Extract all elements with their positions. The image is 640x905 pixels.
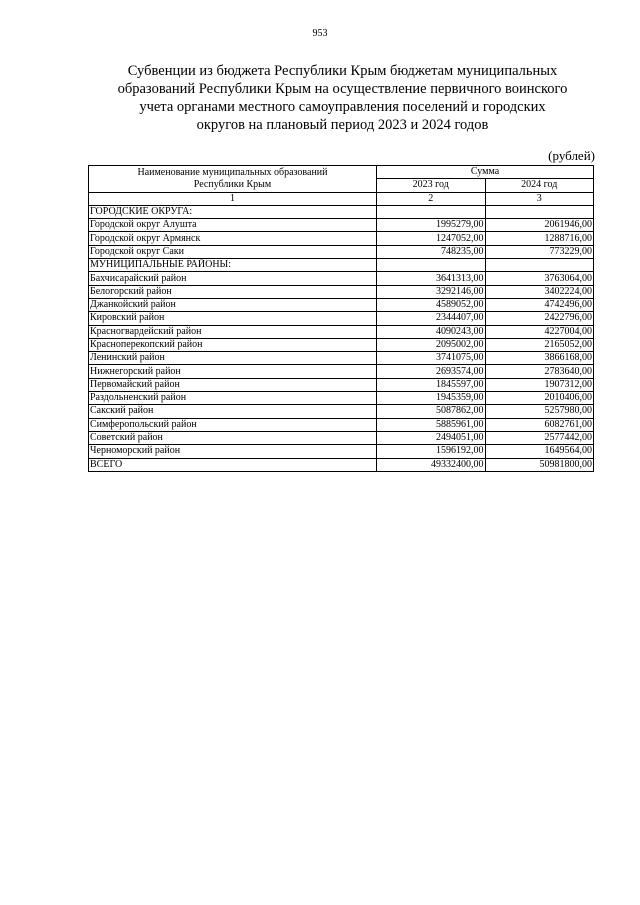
row-value-2023: 4090243,00 — [377, 325, 486, 338]
table-header-row — [89, 166, 594, 179]
row-value-2023: 5885961,00 — [377, 418, 486, 431]
row-name: Красногвардейский район — [89, 325, 377, 338]
row-value-2024: 2422796,00 — [485, 312, 594, 325]
title-line: округов на плановый период 2023 и 2024 годов — [196, 117, 489, 133]
row-value-2023: 748235,00 — [377, 245, 486, 258]
row-value-2024: 2010406,00 — [485, 392, 594, 405]
row-value-2023: 4589052,00 — [377, 298, 486, 311]
table-row — [89, 405, 594, 418]
table-column-numbers-row — [89, 192, 594, 205]
header-name-line1: Наименование муниципальных образований — [137, 166, 328, 178]
row-value-2023 — [377, 205, 486, 218]
total-label: ВСЕГО — [89, 458, 377, 471]
row-value-2024: 1288716,00 — [485, 232, 594, 245]
table-row — [89, 219, 594, 232]
row-name: Сакский район — [89, 405, 377, 418]
row-name: Городской округ Алушта — [89, 219, 377, 232]
header-sum: Сумма — [377, 166, 594, 179]
row-value-2024: 4227004,00 — [485, 325, 594, 338]
row-value-2024: 1649564,00 — [485, 445, 594, 458]
subvention-table — [88, 165, 594, 472]
row-value-2023: 2693574,00 — [377, 365, 486, 378]
title-line: учета органами местного самоуправления поселений и городских — [139, 99, 546, 115]
row-name: Ленинский район — [89, 352, 377, 365]
row-name: Кировский район — [89, 312, 377, 325]
table-row — [89, 325, 594, 338]
header-year-2024: 2024 год — [485, 179, 594, 192]
column-number: 1 — [89, 192, 377, 205]
row-name: Первомайский район — [89, 378, 377, 391]
table-body — [89, 205, 594, 458]
row-name: Нижнегорский район — [89, 365, 377, 378]
row-name: Бахчисарайский район — [89, 272, 377, 285]
row-name: ГОРОДСКИЕ ОКРУГА: — [89, 205, 377, 218]
header-name-line2: Республики Крым — [193, 178, 272, 190]
row-value-2023: 1845597,00 — [377, 378, 486, 391]
table-row — [89, 392, 594, 405]
row-value-2024: 2165052,00 — [485, 338, 594, 351]
total-row — [89, 458, 594, 471]
row-value-2024: 3866168,00 — [485, 352, 594, 365]
title-line: Субвенции из бюджета Республики Крым бюджетам муниципальных — [127, 63, 558, 79]
units-label: (рублей) — [548, 148, 595, 163]
total-2024: 50981800,00 — [485, 458, 594, 471]
row-name: МУНИЦИПАЛЬНЫЕ РАЙОНЫ: — [89, 259, 377, 272]
table-row — [89, 259, 594, 272]
row-name: Черноморский район — [89, 445, 377, 458]
row-value-2024: 3763064,00 — [485, 272, 594, 285]
table-row — [89, 378, 594, 391]
header-name-column — [89, 166, 377, 193]
header-year-2023: 2023 год — [377, 179, 486, 192]
table-row — [89, 245, 594, 258]
row-value-2023: 1247052,00 — [377, 232, 486, 245]
row-value-2024: 3402224,00 — [485, 285, 594, 298]
table-row — [89, 431, 594, 444]
row-value-2023: 2095002,00 — [377, 338, 486, 351]
row-value-2023: 1596192,00 — [377, 445, 486, 458]
row-value-2023: 2494051,00 — [377, 431, 486, 444]
table-row — [89, 445, 594, 458]
row-name: Раздольненский район — [89, 392, 377, 405]
row-value-2024: 2783640,00 — [485, 365, 594, 378]
row-value-2024: 773229,00 — [485, 245, 594, 258]
row-name: Джанкойский район — [89, 298, 377, 311]
row-value-2024: 4742496,00 — [485, 298, 594, 311]
row-value-2023: 1995279,00 — [377, 219, 486, 232]
table-row — [89, 338, 594, 351]
table-row — [89, 365, 594, 378]
document-title — [90, 62, 595, 134]
table-row — [89, 272, 594, 285]
row-value-2023: 3292146,00 — [377, 285, 486, 298]
row-name: Белогорский район — [89, 285, 377, 298]
row-value-2024 — [485, 205, 594, 218]
row-value-2024: 6082761,00 — [485, 418, 594, 431]
title-line: образований Республики Крым на осуществление первичного воинского — [117, 81, 568, 97]
table-row — [89, 352, 594, 365]
row-value-2024 — [485, 259, 594, 272]
row-value-2023: 5087862,00 — [377, 405, 486, 418]
column-number: 3 — [485, 192, 594, 205]
row-value-2024: 2061946,00 — [485, 219, 594, 232]
row-value-2024: 1907312,00 — [485, 378, 594, 391]
table-row — [89, 418, 594, 431]
table-row — [89, 232, 594, 245]
table-row — [89, 298, 594, 311]
table-row — [89, 312, 594, 325]
row-name: Городской округ Армянск — [89, 232, 377, 245]
row-name: Советский район — [89, 431, 377, 444]
column-number: 2 — [377, 192, 486, 205]
row-value-2023: 3641313,00 — [377, 272, 486, 285]
row-name: Красноперекопский район — [89, 338, 377, 351]
table-row — [89, 205, 594, 218]
row-value-2024: 2577442,00 — [485, 431, 594, 444]
row-name: Симферопольский район — [89, 418, 377, 431]
page-number: 953 — [312, 28, 328, 39]
row-value-2023 — [377, 259, 486, 272]
row-value-2023: 3741075,00 — [377, 352, 486, 365]
row-value-2024: 5257980,00 — [485, 405, 594, 418]
row-value-2023: 2344407,00 — [377, 312, 486, 325]
row-name: Городской округ Саки — [89, 245, 377, 258]
total-2023: 49332400,00 — [377, 458, 486, 471]
row-value-2023: 1945359,00 — [377, 392, 486, 405]
table-row — [89, 285, 594, 298]
